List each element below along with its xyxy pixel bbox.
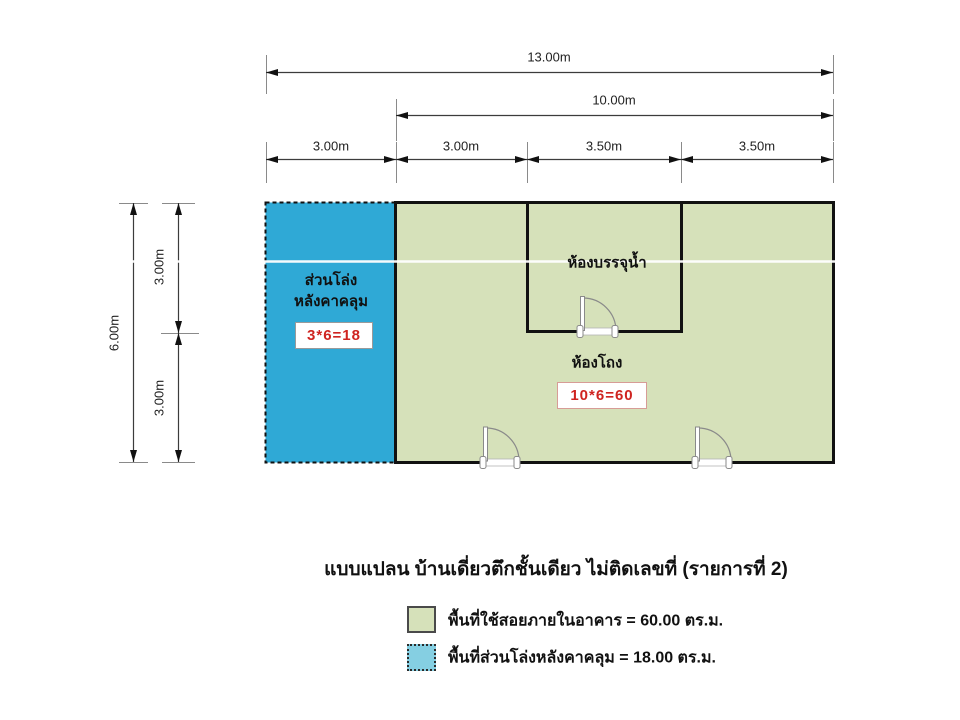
open-area-label-line1: ส่วนโล่ง — [304, 272, 358, 289]
dim-height-lower: 3.00m — [151, 379, 167, 417]
room-top-label: ห้องบรรจุน้ำ — [567, 254, 647, 272]
dim-segment-3: 3.50m — [585, 138, 623, 154]
hall-formula-box: 10*6=60 — [557, 382, 647, 409]
hall-label: ห้องโถง — [571, 354, 623, 372]
legend-swatch-covered-open-area — [407, 644, 436, 671]
dim-segment-2: 3.00m — [442, 138, 480, 154]
legend-swatch-interior-area — [407, 606, 436, 633]
dim-width-total: 13.00m — [527, 49, 571, 65]
dim-segment-1: 3.00m — [312, 138, 350, 154]
legend-label-covered-open-area: พื้นที่ส่วนโล่งหลังคาคลุม = 18.00 ตร.ม. — [448, 649, 716, 667]
dim-height-upper: 3.00m — [151, 248, 167, 286]
legend-label-interior-area: พื้นที่ใช้สอยภายในอาคาร = 60.00 ตร.ม. — [448, 612, 724, 630]
dim-segment-4: 3.50m — [738, 138, 776, 154]
dim-width-building: 10.00m — [592, 92, 636, 108]
dim-height-total: 6.00m — [106, 314, 122, 352]
open-area-label — [294, 270, 368, 312]
open-area-formula-box: 3*6=18 — [295, 322, 373, 349]
drawing-title: แบบแปลน บ้านเดี่ยวตึกชั้นเดียว ไม่ติดเลขที่ (รายการที่ 2) — [324, 559, 788, 580]
open-area-label-line2: หลังคาคลุม — [294, 293, 368, 310]
